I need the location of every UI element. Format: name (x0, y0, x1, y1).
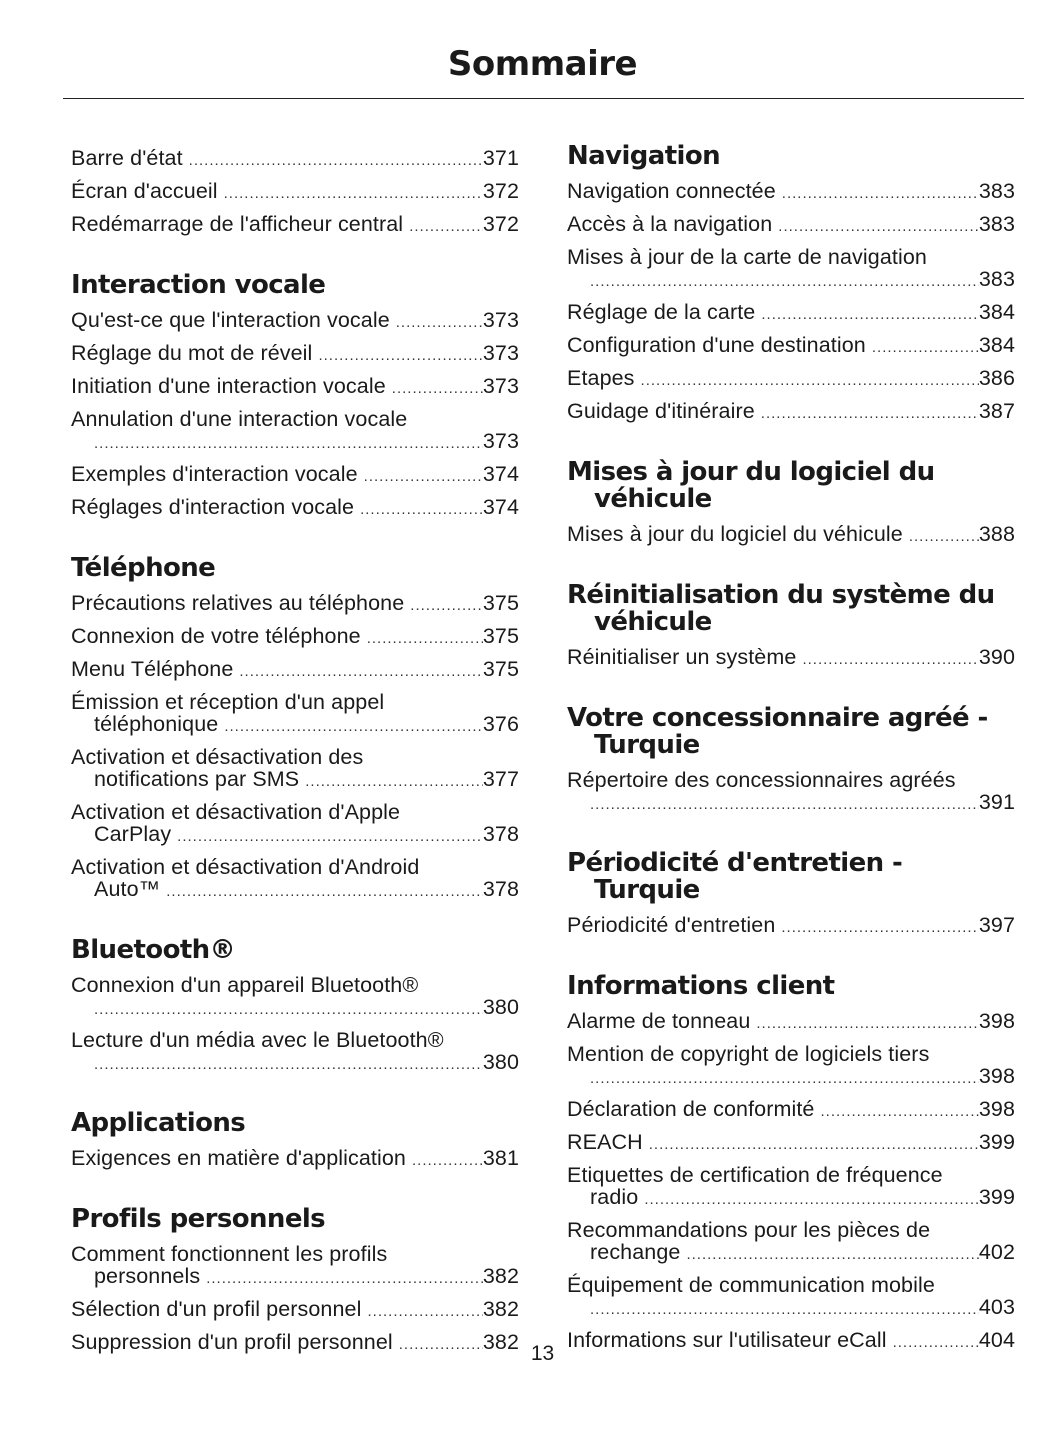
dot-leader (686, 1244, 978, 1266)
toc-section-votre-concessionnaire-agree-turquie (567, 705, 1015, 820)
toc-entry[interactable] (71, 209, 519, 242)
entry-title: Navigation connectée (567, 179, 776, 203)
page-title: Sommaire (447, 44, 638, 84)
entry-title: Configuration d'une destination (567, 333, 866, 357)
title-divider (63, 98, 1024, 99)
dot-leader (872, 337, 979, 359)
section-heading: Navigation (567, 141, 721, 171)
entry-page-number: 377 (482, 767, 519, 791)
entry-page-number: 391 (978, 790, 1015, 814)
toc-entry[interactable] (71, 176, 519, 209)
toc-entry[interactable] (71, 1294, 519, 1327)
toc-entry[interactable] (567, 330, 1015, 363)
entry-title: Barre d'état (71, 146, 183, 170)
toc-entry[interactable] (567, 765, 1015, 820)
entry-title: Alarme de tonneau (567, 1009, 751, 1033)
entry-title: Exigences en matière d'application (71, 1146, 406, 1170)
entry-title: Répertoire des concessionnaires agréés (567, 768, 956, 792)
dot-leader (641, 370, 979, 392)
toc-entry[interactable] (71, 492, 519, 525)
toc-entry[interactable] (71, 338, 519, 371)
toc-entry[interactable] (71, 459, 519, 492)
entry-title: Connexion de votre téléphone (71, 624, 361, 648)
entry-page-number: 381 (482, 1146, 519, 1170)
dot-leader (396, 312, 483, 334)
dot-leader (189, 150, 483, 172)
dot-leader (590, 794, 979, 816)
toc-section-bluetooth (71, 937, 519, 1080)
toc-entry[interactable] (71, 588, 519, 621)
entry-page-number: 402 (978, 1240, 1015, 1264)
toc-entry[interactable] (567, 1160, 1015, 1215)
entry-page-number: 375 (482, 657, 519, 681)
entry-page-number: 384 (978, 300, 1015, 324)
dot-leader (820, 1101, 978, 1123)
section-heading: Réinitialisation du système du véhicule (567, 580, 995, 637)
entry-title: Etiquettes de certification de fréquence (567, 1163, 943, 1187)
dot-leader (412, 1150, 483, 1172)
entry-page-number: 372 (482, 212, 519, 236)
entry-title: Réglage de la carte (567, 300, 756, 324)
entry-page-number: 380 (482, 995, 519, 1019)
entry-title: Émission et réception d'un appel (71, 690, 385, 714)
entry-page-number: 375 (482, 624, 519, 648)
dot-leader (590, 1068, 979, 1090)
toc-section-telephone (71, 555, 519, 907)
toc-entry[interactable] (567, 396, 1015, 429)
section-heading: Bluetooth® (71, 935, 235, 965)
dot-leader (224, 183, 483, 205)
entry-page-number: 390 (978, 645, 1015, 669)
entry-title-continuation: notifications par SMS (94, 767, 300, 791)
entry-title: Activation et désactivation des (71, 745, 364, 769)
dot-leader (166, 881, 483, 903)
entry-title: Équipement de communication mobile (567, 1273, 935, 1297)
entry-title: Annulation d'une interaction vocale (71, 407, 408, 431)
toc-section-reinitialisation-du-systeme-du-vehicule (567, 582, 1015, 675)
toc-section-interaction-vocale (71, 272, 519, 525)
dot-leader (367, 628, 483, 650)
entry-title: Recommandations pour les pièces de (567, 1218, 931, 1242)
entry-title: Exemples d'interaction vocale (71, 462, 358, 486)
dot-leader (206, 1268, 483, 1290)
entry-page-number: 388 (978, 522, 1015, 546)
dot-leader (909, 526, 979, 548)
toc-section-informations-client (567, 973, 1015, 1358)
entry-title: Mises à jour de la carte de navigation (567, 245, 927, 269)
entry-page-number: 375 (482, 591, 519, 615)
dot-leader (781, 917, 978, 939)
section-heading: Téléphone (71, 553, 216, 583)
entry-title: Suppression d'un profil personnel (71, 1330, 393, 1354)
dot-leader (649, 1134, 979, 1156)
page-number: 13 (530, 1342, 555, 1365)
toc-section-profils-personnels (71, 1206, 519, 1360)
dot-leader (761, 403, 979, 425)
toc-entry[interactable] (71, 970, 519, 1025)
toc-left-column (71, 143, 519, 1390)
dot-leader (756, 1013, 978, 1035)
entry-page-number: 384 (978, 333, 1015, 357)
dot-leader (318, 345, 482, 367)
toc-entry[interactable] (71, 1025, 519, 1080)
toc-entry[interactable] (567, 242, 1015, 297)
toc-entry[interactable] (567, 519, 1015, 552)
toc-entry[interactable] (567, 1215, 1015, 1270)
dot-leader (392, 378, 483, 400)
entry-page-number: 371 (482, 146, 519, 170)
entry-title: Initiation d'une interaction vocale (71, 374, 386, 398)
entry-page-number: 373 (482, 429, 519, 453)
toc-entry[interactable] (71, 852, 519, 907)
entry-title: Précautions relatives au téléphone (71, 591, 405, 615)
entry-title: Etapes (567, 366, 635, 390)
entry-page-number: 387 (978, 399, 1015, 423)
section-heading: Profils personnels (71, 1204, 326, 1234)
entry-title: Activation et désactivation d'Android (71, 855, 420, 879)
toc-entry[interactable] (567, 1094, 1015, 1127)
entry-title: Qu'est-ce que l'interaction vocale (71, 308, 390, 332)
entry-page-number: 383 (978, 267, 1015, 291)
dot-leader (409, 216, 483, 238)
entry-page-number: 383 (978, 179, 1015, 203)
entry-title: Redémarrage de l'afficheur central (71, 212, 404, 236)
entry-page-number: 378 (482, 877, 519, 901)
toc-entry[interactable] (71, 654, 519, 687)
entry-page-number: 382 (482, 1330, 519, 1354)
entry-title: Guidage d'itinéraire (567, 399, 755, 423)
entry-page-number: 374 (482, 462, 519, 486)
entry-page-number: 374 (482, 495, 519, 519)
entry-title: Menu Téléphone (71, 657, 234, 681)
dot-leader (778, 216, 979, 238)
toc-entry[interactable] (567, 1270, 1015, 1325)
toc-entry[interactable] (71, 742, 519, 797)
section-heading: Applications (71, 1108, 246, 1138)
entry-page-number: 382 (482, 1297, 519, 1321)
entry-title: Accès à la navigation (567, 212, 773, 236)
toc-entry[interactable] (567, 1127, 1015, 1160)
entry-title: Mention de copyright de logiciels tiers (567, 1042, 930, 1066)
toc-entry[interactable] (567, 1006, 1015, 1039)
entry-page-number: 376 (482, 712, 519, 736)
toc-entry[interactable] (71, 143, 519, 176)
entry-title-continuation: radio (590, 1185, 639, 1209)
toc-entry[interactable] (71, 687, 519, 742)
entry-page-number: 398 (978, 1097, 1015, 1121)
section-heading: Interaction vocale (71, 270, 326, 300)
dot-leader (305, 771, 483, 793)
dot-leader (782, 183, 979, 205)
entry-title: Réglages d'interaction vocale (71, 495, 355, 519)
toc-entry[interactable] (567, 297, 1015, 330)
toc-section-mises-a-jour-du-logiciel-du-vehicule (567, 459, 1015, 552)
dot-leader (802, 649, 978, 671)
entry-title: REACH (567, 1130, 643, 1154)
entry-page-number: 372 (482, 179, 519, 203)
toc-section-navigation (567, 143, 1015, 429)
toc-section-periodicite-d-entretien-turquie (567, 850, 1015, 943)
entry-page-number: 404 (978, 1328, 1015, 1352)
dot-leader (367, 1301, 482, 1323)
dot-leader (360, 499, 483, 521)
entry-title: Écran d'accueil (71, 179, 218, 203)
toc-entry[interactable] (71, 371, 519, 404)
entry-page-number: 399 (978, 1185, 1015, 1209)
toc-entry[interactable] (567, 176, 1015, 209)
entry-title: Lecture d'un média avec le Bluetooth® (71, 1028, 444, 1052)
entry-title: Sélection d'un profil personnel (71, 1297, 362, 1321)
dot-leader (94, 433, 483, 455)
dot-leader (644, 1189, 979, 1211)
entry-page-number: 373 (482, 308, 519, 332)
section-heading: Périodicité d'entretien - Turquie (567, 848, 903, 905)
dot-leader (239, 661, 482, 683)
toc-entry[interactable] (567, 209, 1015, 242)
dot-leader (177, 826, 483, 848)
toc-right-column (567, 143, 1015, 1388)
toc-entry[interactable] (71, 404, 519, 459)
entry-title-continuation: Auto™ (94, 877, 161, 901)
entry-title: Déclaration de conformité (567, 1097, 815, 1121)
toc-entry[interactable] (71, 1143, 519, 1176)
dot-leader (590, 271, 979, 293)
toc-entry[interactable] (71, 621, 519, 654)
entry-page-number: 397 (978, 913, 1015, 937)
entry-page-number: 383 (978, 212, 1015, 236)
toc-entry[interactable] (71, 797, 519, 852)
entry-page-number: 399 (978, 1130, 1015, 1154)
entry-title: Réglage du mot de réveil (71, 341, 313, 365)
entry-page-number: 382 (482, 1264, 519, 1288)
entry-title-continuation: CarPlay (94, 822, 172, 846)
section-heading: Mises à jour du logiciel du véhicule (567, 457, 935, 514)
entry-title: Activation et désactivation d'Apple (71, 800, 401, 824)
toc-entry[interactable] (567, 642, 1015, 675)
toc-section-intro (71, 143, 519, 242)
entry-title-continuation: rechange (590, 1240, 681, 1264)
entry-page-number: 380 (482, 1050, 519, 1074)
entry-title: Mises à jour du logiciel du véhicule (567, 522, 903, 546)
dot-leader (94, 1054, 483, 1076)
section-heading: Informations client (567, 971, 835, 1001)
section-heading: Votre concessionnaire agréé - Turquie (567, 703, 988, 760)
entry-page-number: 373 (482, 374, 519, 398)
entry-title: Périodicité d'entretien (567, 913, 776, 937)
toc-entry[interactable] (567, 910, 1015, 943)
entry-page-number: 398 (978, 1009, 1015, 1033)
entry-page-number: 386 (978, 366, 1015, 390)
entry-title: Connexion d'un appareil Bluetooth® (71, 973, 419, 997)
toc-entry[interactable] (567, 1039, 1015, 1094)
entry-page-number: 403 (978, 1295, 1015, 1319)
entry-page-number: 398 (978, 1064, 1015, 1088)
toc-entry[interactable] (567, 363, 1015, 396)
entry-page-number: 373 (482, 341, 519, 365)
entry-title: Comment fonctionnent les profils (71, 1242, 388, 1266)
entry-title-continuation: téléphonique (94, 712, 219, 736)
dot-leader (410, 595, 483, 617)
toc-entry[interactable] (71, 305, 519, 338)
dot-leader (364, 466, 483, 488)
entry-title-continuation: personnels (94, 1264, 201, 1288)
entry-title: Réinitialiser un système (567, 645, 797, 669)
dot-leader (94, 999, 483, 1021)
dot-leader (590, 1299, 979, 1321)
toc-section-applications (71, 1110, 519, 1176)
toc-entry[interactable] (71, 1239, 519, 1294)
dot-leader (224, 716, 482, 738)
entry-title: Informations sur l'utilisateur eCall (567, 1328, 887, 1352)
entry-page-number: 378 (482, 822, 519, 846)
dot-leader (761, 304, 978, 326)
